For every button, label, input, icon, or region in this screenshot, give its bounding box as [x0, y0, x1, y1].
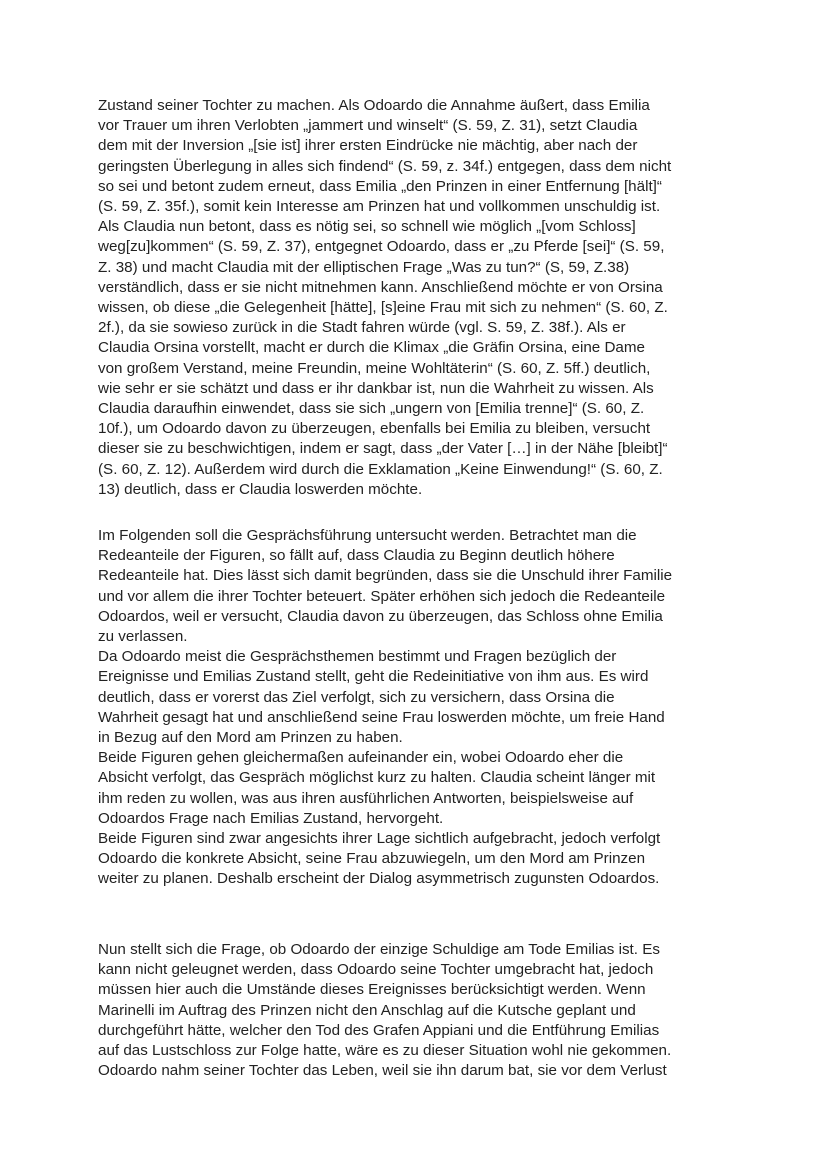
- paragraph-analysis-dialogue: [98, 96, 738, 500]
- text-line: 13) deutlich, dass er Claudia loswerden möchte.: [98, 480, 423, 498]
- text-line: Redeanteile hat. Dies lässt sich damit begründen, dass sie die Unschuld ihrer Familie: [98, 567, 673, 585]
- text-line: dieser sie zu beschwichtigen, indem er sagt, dass „der Vater […] in der Nähe [bleibt]“: [98, 440, 668, 458]
- text-line: Im Folgenden soll die Gesprächsführung untersucht werden. Betrachtet man die: [98, 527, 637, 544]
- text-line: Z. 38) und macht Claudia mit der elliptischen Frage „Was zu tun?“ (S, 59, Z.38): [98, 258, 630, 276]
- text-line: Odoardos, weil er versucht, Claudia davon zu überzeugen, das Schloss ohne Emilia: [98, 607, 663, 625]
- text-line: 10f.), um Odoardo davon zu überzeugen, ebenfalls bei Emilia zu bleiben, versucht: [98, 420, 651, 438]
- text-line: Nun stellt sich die Frage, ob Odoardo der einzige Schuldige am Tode Emilias ist. Es: [98, 941, 660, 958]
- text-line: geringsten Überlegung in alles sich findend“ (S. 59, z. 34f.) entgegen, dass dem nicht: [98, 157, 672, 175]
- text-line: Odoardo nahm seiner Tochter das Leben, weil sie ihn darum bat, sie vor dem Verlust: [98, 1062, 667, 1080]
- text-line: Da Odoardo meist die Gesprächsthemen bestimmt und Fragen bezüglich der: [98, 648, 617, 666]
- text-line: Odoardo die konkrete Absicht, seine Frau abzuwiegeln, um den Mord am Prinzen: [98, 850, 646, 868]
- text-line: Ereignisse und Emilias Zustand stellt, geht die Redeinitiative von ihm aus. Es wird: [98, 668, 649, 686]
- text-line: Absicht verfolgt, das Gespräch möglichst kurz zu halten. Claudia scheint länger mit: [98, 769, 656, 787]
- text-line: durchgeführt hätte, welcher den Tod des Grafen Appiani und die Entführung Emilias: [98, 1021, 660, 1039]
- paragraph-guilt-question: [98, 940, 738, 1081]
- text-line: Claudia daraufhin einwendet, dass sie sich „ungern von [Emilia trenne]“ (S. 60, Z.: [98, 400, 645, 418]
- text-line: Wahrheit gesagt hat und anschließend seine Frau loswerden möchte, um freie Hand: [98, 708, 665, 726]
- text-line: zu verlassen.: [98, 628, 188, 646]
- text-line: dem mit der Inversion „[sie ist] ihrer ersten Eindrücke nie mächtig, aber nach der: [98, 137, 638, 155]
- text-line: 2f.), da sie sowieso zurück in die Stadt fahren würde (vgl. S. 59, Z. 38f.). Als er: [98, 319, 626, 337]
- text-line: verständlich, dass er sie nicht mitnehmen kann. Anschließend möchte er von Orsina: [98, 278, 663, 296]
- text-line: kann nicht geleugnet werden, dass Odoardo seine Tochter umgebracht hat, jedoch: [98, 961, 654, 979]
- text-line: Beide Figuren gehen gleichermaßen aufeinander ein, wobei Odoardo eher die: [98, 749, 624, 767]
- text-line: Marinelli im Auftrag des Prinzen nicht den Anschlag auf die Kutsche geplant und: [98, 1001, 636, 1019]
- text-line: müssen hier auch die Umstände dieses Ereignisses berücksichtigt werden. Wenn: [98, 981, 646, 999]
- text-line: Zustand seiner Tochter zu machen. Als Odoardo die Annahme äußert, dass Emilia: [98, 97, 650, 114]
- text-line: weiter zu planen. Deshalb erscheint der Dialog asymmetrisch zugunsten Odoardos.: [98, 870, 660, 888]
- text-line: so sei und betont zudem erneut, dass Emilia „den Prinzen in einer Entfernung [hält]“: [98, 177, 662, 195]
- text-line: und vor allem die ihrer Tochter beteuert. Später erhöhen sich jedoch die Redeanteile: [98, 587, 666, 605]
- text-line: Beide Figuren sind zwar angesichts ihrer Lage sichtlich aufgebracht, jedoch verfolgt: [98, 830, 661, 848]
- text-line: (S. 60, Z. 12). Außerdem wird durch die Exklamation „Keine Einwendung!“ (S. 60, Z.: [98, 460, 663, 478]
- text-line: ihm reden zu wollen, was aus ihren ausführlichen Antworten, beispielsweise auf: [98, 789, 634, 807]
- text-line: Als Claudia nun betont, dass es nötig sei, so schnell wie möglich „[vom Schloss]: [98, 218, 636, 236]
- text-line: wissen, ob diese „die Gelegenheit [hätte], [s]eine Frau mit sich zu nehmen“ (S. 60, Z.: [98, 299, 668, 317]
- text-line: Odoardos Frage nach Emilias Zustand, hervorgeht.: [98, 809, 444, 827]
- text-line: (S. 59, Z. 35f.), somit kein Interesse am Prinzen hat und vollkommen unschuldig ist.: [98, 198, 661, 216]
- text-line: Redeanteile der Figuren, so fällt auf, dass Claudia zu Beginn deutlich höhere: [98, 547, 615, 565]
- text-line: von großem Verstand, meine Freundin, meine Wohltäterin“ (S. 60, Z. 5ff.) deutlich,: [98, 359, 651, 377]
- text-line: wie sehr er sie schätzt und dass er ihr dankbar ist, nun die Wahrheit zu wissen. Als: [98, 379, 654, 397]
- text-line: in Bezug auf den Mord am Prinzen zu haben.: [98, 729, 403, 747]
- paragraph-conversation-structure: [98, 526, 738, 890]
- text-line: Claudia Orsina vorstellt, macht er durch die Klimax „die Gräfin Orsina, eine Dame: [98, 339, 645, 357]
- text-line: weg[zu]kommen“ (S. 59, Z. 37), entgegnet Odoardo, dass er „zu Pferde [sei]“ (S. 59,: [98, 238, 665, 256]
- text-line: auf das Lustschloss zur Folge hatte, wäre es zu dieser Situation wohl nie gekommen.: [98, 1042, 672, 1060]
- text-line: deutlich, dass er vorerst das Ziel verfolgt, sich zu versichern, dass Orsina die: [98, 688, 615, 706]
- text-line: vor Trauer um ihren Verlobten „jammert und winselt“ (S. 59, Z. 31), setzt Claudia: [98, 117, 638, 135]
